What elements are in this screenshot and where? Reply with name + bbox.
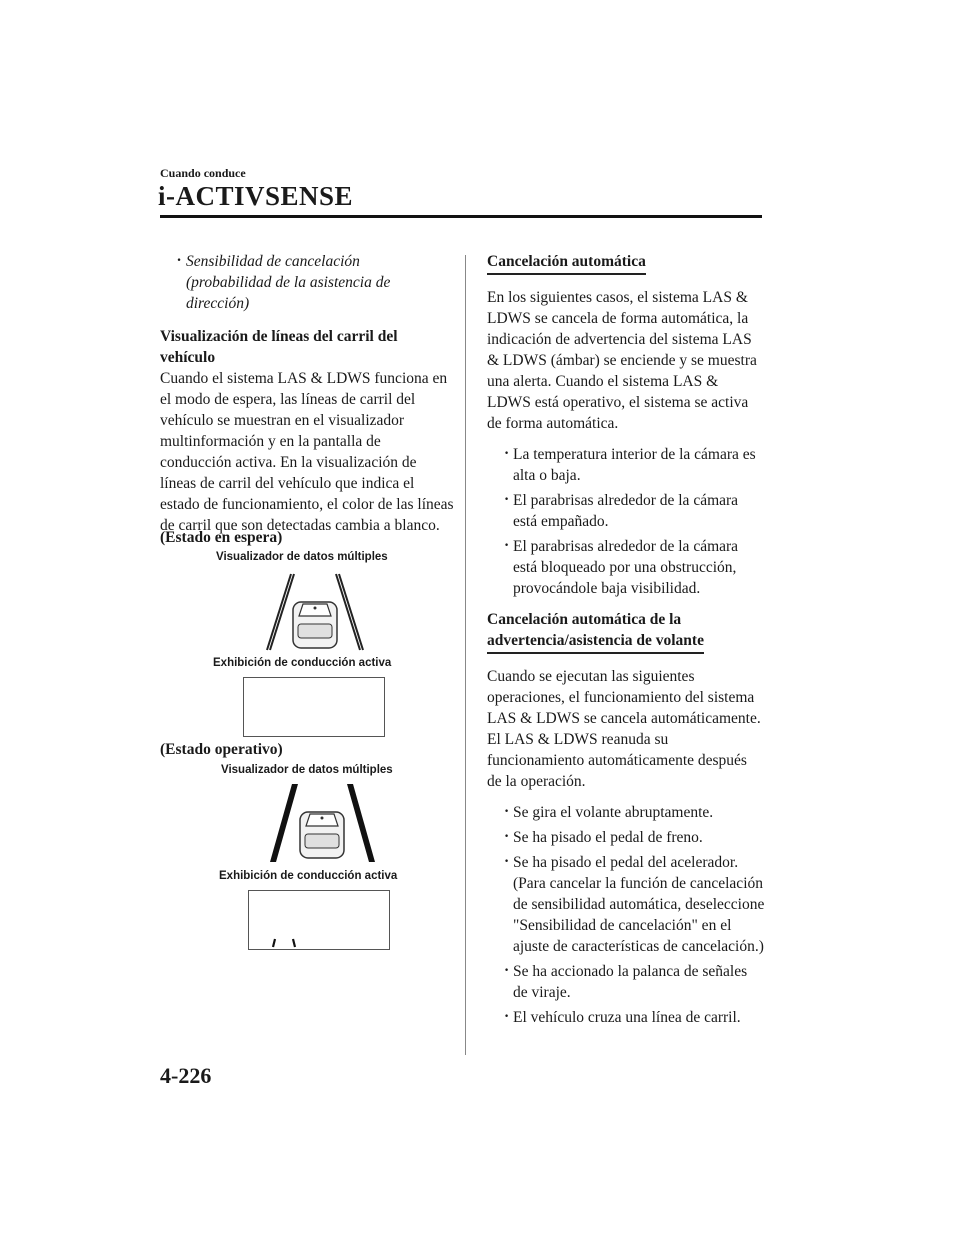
list-item: · Se ha accionado la palanca de señales de viraje. (487, 961, 765, 1003)
list-item: · El vehículo cruza una línea de carril. (487, 1007, 765, 1028)
figure2-active-display-label: Exhibición de conducción activa (219, 870, 398, 882)
header-rule (160, 215, 762, 218)
column-divider (465, 255, 466, 1055)
figure1-active-display-label: Exhibición de conducción activa (213, 657, 392, 669)
left-column (160, 251, 455, 546)
warning-cancel-heading-line1: Cancelación automática de la (487, 611, 682, 628)
figure2-multi-display-label: Visualizador de datos múltiples (221, 764, 393, 776)
lane-lines-paragraph: Cuando el sistema LAS & LDWS funciona en el modo de espera, las líneas de carril del vehículo se muestran en el visualizador multinformación y en la pantalla de conducción activa. En la visualización de líneas de carril del vehículo que indica el estado de funcionamiento, el color de las líneas de carril que son detectadas cambia a blanco. (160, 370, 454, 534)
bullet-sensitivity: · Sensibilidad de cancelación (probabilidad de la asistencia de dirección) (160, 251, 406, 314)
figure1-multi-display-label: Visualizador de datos múltiples (216, 551, 388, 563)
warning-cancel-paragraph: Cuando se ejecutan las siguientes operaciones, el funcionamiento del sistema LAS & LDWS se cancela automáticamente. El LAS & LDWS reanuda su funcionamiento automáticamente después de la operación. (487, 668, 761, 790)
list-item: · Se ha pisado el pedal de freno. (487, 827, 765, 848)
list-item: · Se gira el volante abruptamente. (487, 802, 765, 823)
auto-cancel-heading: Cancelación automática (487, 251, 646, 275)
operative-heading: (Estado operativo) (160, 741, 283, 758)
list-item: · El parabrisas alrededor de la cámara está empañado. (487, 490, 765, 532)
list-item: · El parabrisas alrededor de la cámara está bloqueado por una obstrucción, provocándole baja visibilidad. (487, 536, 765, 599)
warning-cancel-heading-line2: advertencia/asistencia de volante (487, 630, 704, 654)
right-column (487, 251, 765, 1032)
list-item: · Se ha pisado el pedal del acelerador. (Para cancelar la función de cancelación de sensibilidad automática, deseleccione "Sensibilidad de cancelación" en el ajuste de características de cancelación.) (487, 852, 765, 957)
warning-cancel-list (487, 802, 765, 1028)
standby-heading: (Estado en espera) (160, 529, 283, 546)
section-name: Cuando conduce (160, 166, 246, 180)
lane-lines-heading: Visualización de líneas del carril del vehículo (160, 328, 398, 366)
figure1-active-display-box (243, 677, 385, 737)
figure1-car-lanes (255, 572, 375, 652)
auto-cancel-list (487, 444, 765, 599)
auto-cancel-paragraph: En los siguientes casos, el sistema LAS & LDWS se cancela de forma automática, la indicación de advertencia del sistema LAS & LDWS (ámbar) se enciende y se muestra una alerta. Cuando el sistema LAS & LDWS está operativo, el sistema se activa de forma automática. (487, 289, 757, 432)
list-item: · La temperatura interior de la cámara es alta o baja. (487, 444, 765, 486)
figure2-active-lane-marks (249, 891, 389, 949)
figure2-active-display-box (248, 890, 390, 950)
page-title: i-ACTIVSENSE (158, 181, 354, 211)
figure2-car-lanes (260, 782, 385, 864)
page-number: 4-226 (160, 1063, 212, 1088)
